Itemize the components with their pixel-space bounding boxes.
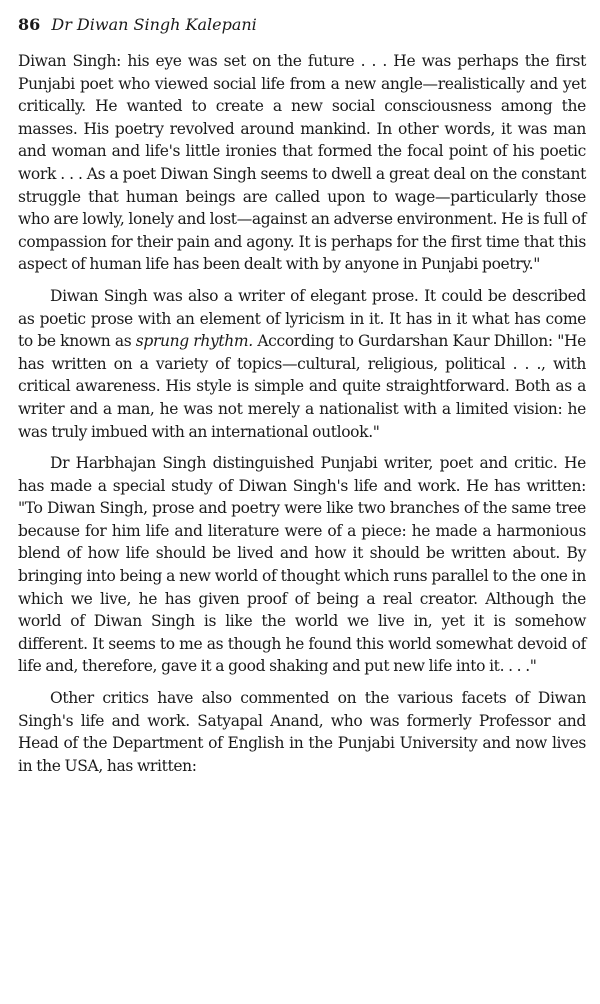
running-head xyxy=(18,14,586,36)
paragraph-quote-continuation: Diwan Singh: his eye was set on the future . . . He was perhaps the first Punjabi poet who viewed social life from a new angle—realistically and yet critically. He wanted to create a new social consciousness among the masses. His poetry revolved around mankind. In other words, it was man and woman and life's little ironies that formed the focal point of his poetic work . . . As a poet Diwan Singh seems to dwell a great deal on the constant struggle that human beings are called upon to wage—particularly those who are lowly, lonely and lost—against an adverse environment. He is full of compassion for their pain and agony. It is perhaps for the first time that this aspect of human life has been dealt with by anyone in Punjabi poetry." xyxy=(18,52,586,274)
paragraph-prose-style xyxy=(18,285,586,443)
paragraph-text-segment: Diwan Singh was also a writer of elegant prose. It could be described as poetic prose with an element of lyricism in it. It has in it what has come to be known as xyxy=(18,286,586,351)
paragraph-harbhajan-singh: Dr Harbhajan Singh distinguished Punjabi writer, poet and critic. He has made a special study of Diwan Singh's life and work. He has written: "To Diwan Singh, prose and poetry were like two branches of the same tree because for him life and literature were of a piece: he made a harmonious blend of how life should be lived and how it should be written about. By bringing into being a new world of thought which runs parallel to the one in which we live, he has given proof of being a real creator. Although the world of Diwan Singh is like the world we live in, yet it is somehow different. It seems to me as though he found this world somewhat devoid of life and, therefore, gave it a good shaking and put new life into it. . . ." xyxy=(18,454,586,676)
page-number: 86 xyxy=(18,15,41,34)
paragraph-text-segment: According to Gurdarshan Kaur Dhillon: "He has written on a variety of topics—cultural, religious, political . . ., with critical awareness. His style is simple and quite straightforward. Both as a writer and a man, he was not merely a nationalist with a limited vision: he was truly imbued with an international outlook." xyxy=(18,332,586,441)
paragraph-other-critics: Other critics have also commented on the various facets of Diwan Singh's life and work. Satyapal Anand, who was formerly Professor and Head of the Department of English in the Punjabi University and now lives in the USA, has written: xyxy=(18,689,586,775)
running-title: Dr Diwan Singh Kalepani xyxy=(51,15,257,34)
italic-term: sprung rhythm. xyxy=(135,332,253,351)
